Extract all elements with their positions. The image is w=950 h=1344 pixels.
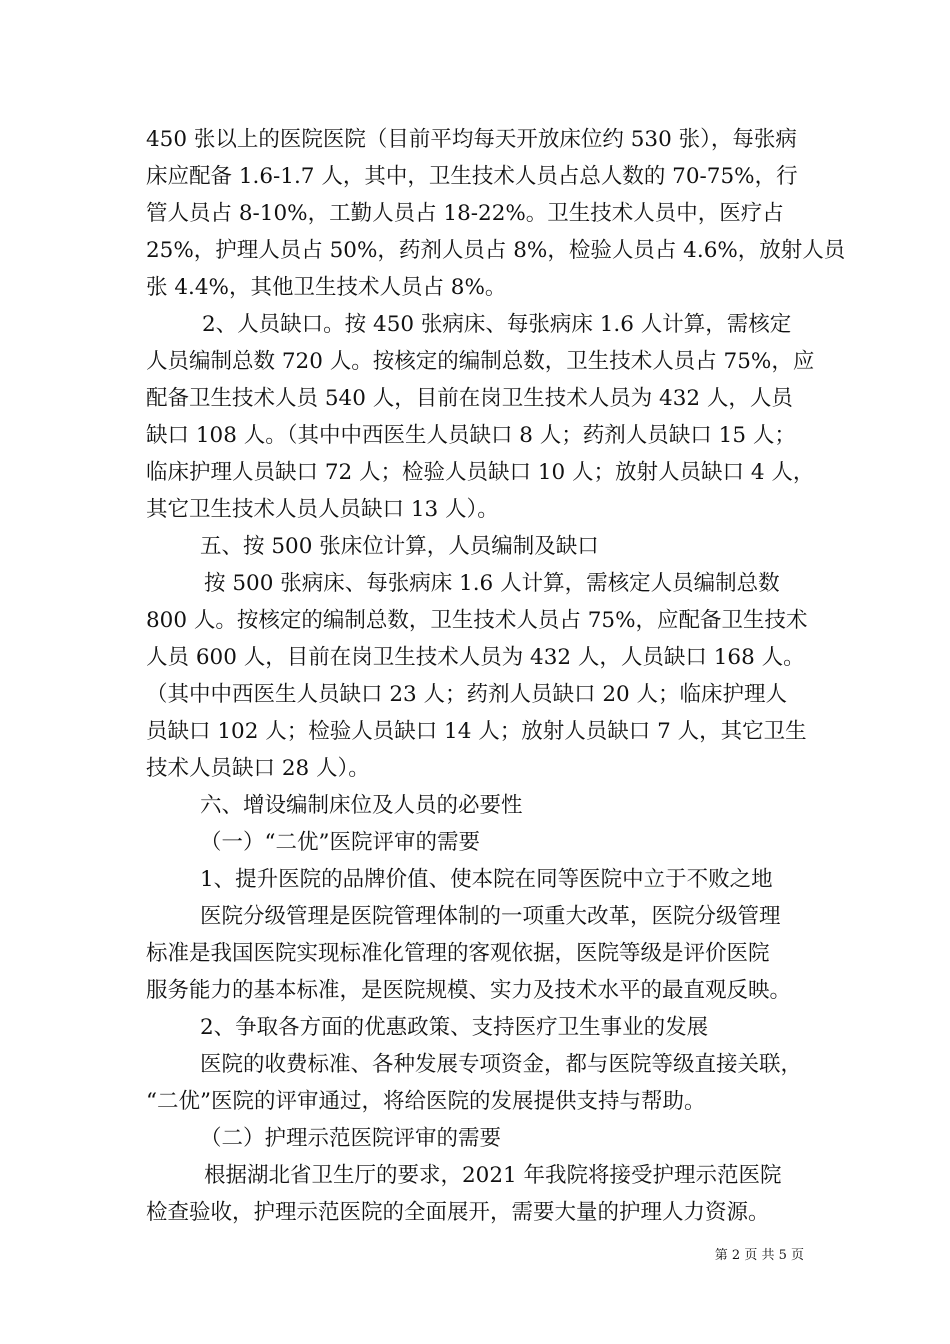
text-line: 人员 600 人，目前在岗卫生技术人员为 432 人，人员缺口 168 人。 — [146, 645, 805, 670]
text-line: 张 4.4%，其他卫生技术人员占 8%。 — [146, 275, 507, 300]
text-line: 800 人。按核定的编制总数，卫生技术人员占 75%，应配备卫生技术 — [146, 608, 808, 633]
text-line: （一）“二优”医院评审的需要 — [200, 830, 480, 855]
text-line: 2、人员缺口。按 450 张病床、每张病床 1.6 人计算，需核定 — [202, 312, 792, 337]
text-line: 临床护理人员缺口 72 人；检验人员缺口 10 人；放射人员缺口 4 人， — [146, 460, 815, 485]
text-line: （二）护理示范医院评审的需要 — [200, 1126, 502, 1151]
text-line: 按 500 张病床、每张病床 1.6 人计算，需核定人员编制总数 — [204, 571, 780, 596]
text-line: 检查验收，护理示范医院的全面展开，需要大量的护理人力资源。 — [146, 1200, 770, 1225]
text-line: 服务能力的基本标准，是医院规模、实力及技术水平的最直观反映。 — [146, 978, 792, 1003]
text-line: 根据湖北省卫生厅的要求，2021 年我院将接受护理示范医院 — [204, 1163, 782, 1188]
text-line: 其它卫生技术人员人员缺口 13 人）。 — [146, 497, 499, 522]
text-line: 医院的收费标准、各种发展专项资金，都与医院等级直接关联， — [200, 1052, 803, 1077]
text-line: 床应配备 1.6-1.7 人，其中，卫生技术人员占总人数的 70-75%，行 — [146, 164, 798, 189]
text-line: 人员编制总数 720 人。按核定的编制总数，卫生技术人员占 75%，应 — [146, 349, 815, 374]
text-line: 25%，护理人员占 50%，药剂人员占 8%，检验人员占 4.6%，放射人员 — [146, 238, 846, 263]
text-line: 医院分级管理是医院管理体制的一项重大改革，医院分级管理 — [200, 904, 781, 929]
text-line: 技术人员缺口 28 人）。 — [146, 756, 370, 781]
text-line: 配备卫生技术人员 540 人，目前在岗卫生技术人员为 432 人，人员 — [146, 386, 793, 411]
text-line: 1、提升医院的品牌价值、使本院在同等医院中立于不败之地 — [200, 867, 773, 892]
text-line: 缺口 108 人。（其中中西医生人员缺口 8 人；药剂人员缺口 15 人； — [146, 423, 796, 448]
text-line: 2、争取各方面的优惠政策、支持医疗卫生事业的发展 — [200, 1015, 709, 1040]
text-line: 员缺口 102 人；检验人员缺口 14 人；放射人员缺口 7 人，其它卫生 — [146, 719, 807, 744]
document-body — [146, 121, 846, 1231]
text-line: 标准是我国医院实现标准化管理的客观依据，医院等级是评价医院 — [146, 941, 770, 966]
text-line: 450 张以上的医院医院（目前平均每天开放床位约 530 张），每张病 — [146, 127, 797, 152]
text-line: 六、增设编制床位及人员的必要性 — [200, 793, 523, 818]
text-line: （其中中西医生人员缺口 23 人；药剂人员缺口 20 人；临床护理人 — [146, 682, 788, 707]
text-line: 管人员占 8-10%，工勤人员占 18-22%。卫生技术人员中，医疗占 — [146, 201, 784, 226]
page-number-footer: 第 2 页 共 5 页 — [714, 1248, 804, 1263]
text-line: 五、按 500 张床位计算，人员编制及缺口 — [200, 534, 599, 559]
text-line: “二优”医院的评审通过，将给医院的发展提供支持与帮助。 — [146, 1089, 706, 1114]
